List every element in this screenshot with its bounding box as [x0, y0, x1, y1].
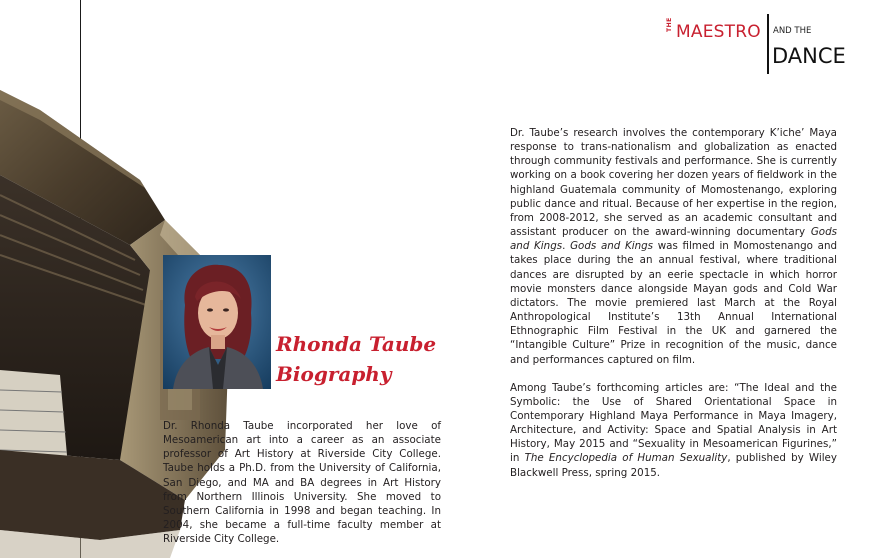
research-paragraph-2	[510, 381, 837, 480]
biography-heading	[276, 329, 446, 389]
articles-text: Among Taube’s forthcoming articles are: “The Ideal and the Symbolic: the Use of Shared Orientational Space in Contemporary Highland Maya Performance in Maya Imagery, Architecture, and Activity: Space and Spatial Analysis in Art History, May 2015 and “Sexuality in Mesoamerican Figurines,” in	[510, 381, 837, 465]
biography-label: Biography	[276, 362, 392, 386]
biography-name: Rhonda Taube	[276, 332, 437, 356]
articles-text: , published by Wiley Blackwell Press, spring 2015.	[510, 452, 837, 479]
logo-divider	[767, 14, 769, 74]
research-text: .	[562, 240, 571, 253]
research-paragraph-1	[510, 126, 837, 367]
biography-text	[163, 419, 441, 546]
research-column	[510, 126, 837, 480]
logo-dance: DANCE	[772, 44, 846, 68]
logo-and-the: AND THE	[773, 26, 812, 36]
magazine-logo	[666, 14, 866, 74]
logo-maestro: MAESTRO	[676, 22, 761, 42]
film-title: Gods and Kings	[570, 240, 654, 253]
biography-paragraph: Dr. Rhonda Taube incorporated her love of Mesoamerican art into a career as an associate professor of Art History at Riverside City College. Taube holds a Ph.D. from the University of California, San Diego, and MA and BA degrees in Art History from Northern Illinois University. She moved to Southern California in 1998 and began teaching. In 2004, she became a full-time faculty member at Riverside City College.	[163, 420, 441, 546]
research-text: Dr. Taube’s research involves the contemporary K’iche’ Maya response to trans-nationalism and globalization as enacted through community festivals and performance. She is currently working on a book covering her dozen years of fieldwork in the highland Guatemala community of Momostenango, exploring public dance and ritual. Because of her expertise in the region, from 2008-2012, she served as an academic consultant and assistant producer on the award-winning documentary	[510, 127, 837, 239]
portrait-photo	[163, 255, 271, 389]
research-text: was filmed in Momostenango and takes place during the an annual festival, where traditional dances are disrupted by an eerie spectacle in which horror movie monsters dance alongside Mayan gods and Cold War dictators. The movie premiered last March at the Royal Anthropological Institute’s 13th Annual International Ethnographic Film Festival in the UK and garnered the “Intangible Culture” Prize in recognition of the music, dance and performances captured on film.	[510, 240, 838, 366]
film-title: Gods and Kings	[510, 226, 837, 253]
logo-the: THE	[666, 17, 673, 32]
encyclopedia-title: The Encyclopedia of Human Sexuality	[524, 452, 728, 465]
